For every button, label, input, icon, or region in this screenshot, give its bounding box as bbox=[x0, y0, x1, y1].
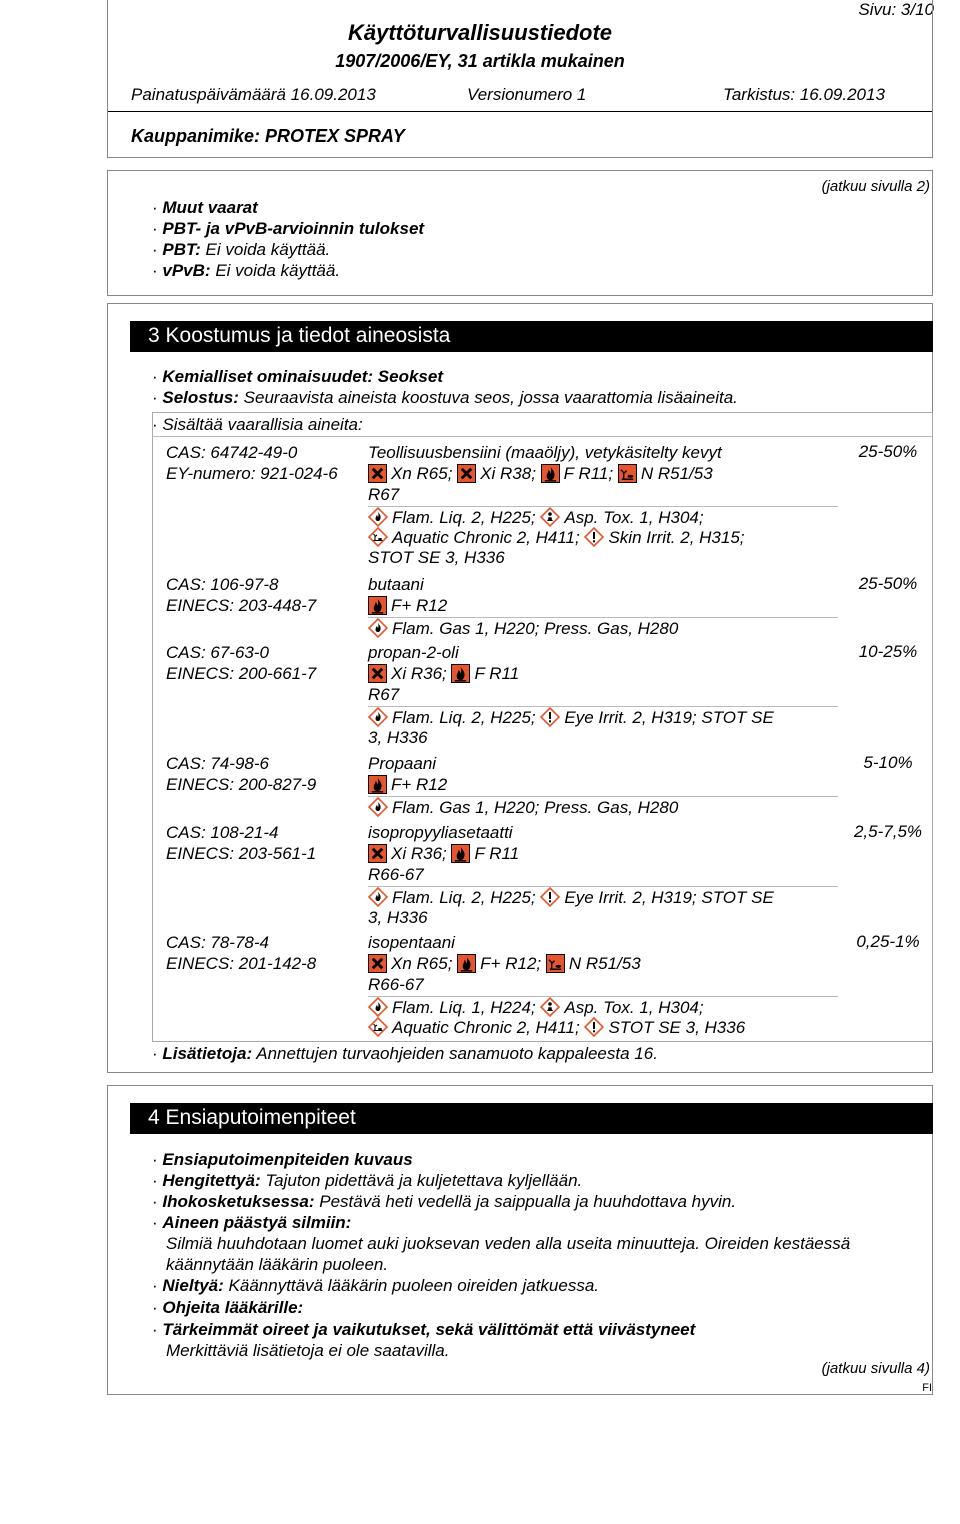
row1-name: Teollisuusbensiini (maaöljy), vetykäsitelty kevyt bbox=[368, 443, 722, 462]
ghs-exclamation-icon bbox=[584, 1017, 604, 1037]
print-date: Painatuspäivämäärä 16.09.2013 bbox=[131, 85, 376, 104]
row4-percentage: 5-10% bbox=[863, 753, 913, 772]
eye-contact-label: · Aineen päästyä silmiin: bbox=[152, 1213, 352, 1232]
row6-hazard-line2: Aquatic Chronic 2, H411; STOT SE 3, H336 bbox=[368, 1017, 745, 1038]
row1-percentage: 25-50% bbox=[858, 442, 918, 461]
ghs-flame-icon bbox=[368, 997, 388, 1017]
eye-contact-text-2: käännytään lääkärin puoleen. bbox=[166, 1255, 389, 1274]
irritant-cross-icon bbox=[368, 664, 387, 683]
version-number: Versionumero 1 bbox=[467, 85, 587, 104]
document-title: Käyttöturvallisuustiedote bbox=[347, 20, 613, 45]
row1-ec: EY-numero: 921-024-6 bbox=[166, 464, 338, 483]
row4-risk-phrases: F+ R12 bbox=[368, 774, 447, 795]
ghs-flame-icon bbox=[368, 618, 388, 638]
row3-cas: CAS: 67-63-0 bbox=[166, 643, 269, 662]
ghs-health-hazard-icon bbox=[540, 997, 560, 1017]
chemical-characterization: · Kemialliset ominaisuudet: Seokset bbox=[152, 367, 443, 386]
vpvb-line: · vPvB: Ei voida käyttää. bbox=[152, 261, 341, 280]
ghs-flame-icon bbox=[368, 507, 388, 527]
flammable-icon bbox=[541, 464, 560, 483]
ghs-exclamation-icon bbox=[540, 707, 560, 727]
document-subtitle: 1907/2006/EY, 31 artikla mukainen bbox=[335, 51, 625, 71]
flammable-icon bbox=[368, 775, 387, 794]
flammable-icon bbox=[451, 664, 470, 683]
row3-risk-phrases: Xi R36; F R11 bbox=[368, 663, 519, 684]
other-hazards-title: · Muut vaarat bbox=[152, 198, 258, 217]
table-header-separator bbox=[152, 436, 933, 437]
row4-name: Propaani bbox=[368, 754, 437, 773]
environment-icon bbox=[546, 954, 565, 973]
row5-cas: CAS: 108-21-4 bbox=[166, 823, 279, 842]
row5-name: isopropyyliasetaatti bbox=[368, 823, 513, 842]
contains-hazardous: · Sisältää vaarallisia aineita: bbox=[152, 415, 363, 434]
ghs-flame-icon bbox=[368, 887, 388, 907]
inhalation-line: · Hengitettyä: Tajuton pidettävä ja kuljetettava kyljellään. bbox=[152, 1171, 583, 1190]
section4-heading: 4 Ensiaputoimenpiteet bbox=[130, 1103, 933, 1134]
description-line: · Selostus: Seuraavista aineista koostuva seos, jossa vaarattomia lisäaineita. bbox=[152, 388, 738, 407]
row6-hazard-line1: Flam. Liq. 1, H224; Asp. Tox. 1, H304; bbox=[368, 997, 704, 1018]
row1-hazard-line2: Aquatic Chronic 2, H411; Skin Irrit. 2, H315; bbox=[368, 527, 745, 548]
row6-cas: CAS: 78-78-4 bbox=[166, 933, 269, 952]
environment-icon bbox=[618, 464, 637, 483]
row1-r67: R67 bbox=[368, 485, 400, 504]
row1-risk-phrases: Xn R65; Xi R38; F R11; N R51/53 bbox=[368, 463, 713, 484]
row2-ec: EINECS: 203-448-7 bbox=[166, 596, 317, 615]
row2-name: butaani bbox=[368, 575, 424, 594]
continued-to: (jatkuu sivulla 4) bbox=[821, 1360, 930, 1377]
row5-hazard-line1: Flam. Liq. 2, H225; Eye Irrit. 2, H319; STOT SE bbox=[368, 887, 774, 908]
row4-ec: EINECS: 200-827-9 bbox=[166, 775, 317, 794]
row3-hazard-line2: 3, H336 bbox=[368, 728, 428, 747]
continued-from: (jatkuu sivulla 2) bbox=[821, 178, 930, 195]
eye-contact-text-1: Silmiä huuhdotaan luomet auki juoksevan veden alla useita minuutteja. Oireiden kestäessä bbox=[166, 1234, 851, 1253]
row2-hazard-line1: Flam. Gas 1, H220; Press. Gas, H280 bbox=[368, 618, 678, 639]
row1-hazard-line1: Flam. Liq. 2, H225; Asp. Tox. 1, H304; bbox=[368, 507, 704, 528]
doctor-notes: · Ohjeita lääkärille: bbox=[152, 1298, 304, 1317]
row3-ec: EINECS: 200-661-7 bbox=[166, 664, 317, 683]
ghs-exclamation-icon bbox=[584, 527, 604, 547]
row5-risk-phrases: Xi R36; F R11 bbox=[368, 843, 519, 864]
flammable-icon bbox=[451, 844, 470, 863]
skin-contact-line: · Ihokosketuksessa: Pestävä heti vedellä ja saippualla ja huuhdottava hyvin. bbox=[152, 1192, 737, 1211]
pbt-line: · PBT: Ei voida käyttää. bbox=[152, 240, 331, 259]
row6-risk-phrases: Xn R65; F+ R12; N R51/53 bbox=[368, 953, 641, 974]
row6-percentage: 0,25-1% bbox=[856, 932, 920, 951]
row5-r66-67: R66-67 bbox=[368, 865, 424, 884]
ghs-health-hazard-icon bbox=[540, 507, 560, 527]
section3-heading: 3 Koostumus ja tiedot aineosista bbox=[130, 321, 933, 352]
revision-date: Tarkistus: 16.09.2013 bbox=[723, 85, 885, 104]
ghs-flame-icon bbox=[368, 707, 388, 727]
row6-ec: EINECS: 201-142-8 bbox=[166, 954, 317, 973]
page-number: Sivu: 3/10 bbox=[858, 0, 934, 19]
row2-cas: CAS: 106-97-8 bbox=[166, 575, 279, 594]
first-aid-description: · Ensiaputoimenpiteiden kuvaus bbox=[152, 1150, 413, 1169]
flammable-icon bbox=[368, 596, 387, 615]
language-code: FI bbox=[922, 1382, 932, 1394]
flammable-icon bbox=[457, 954, 476, 973]
symptoms-title: · Tärkeimmät oireet ja vaikutukset, sekä välittömät että viivästyneet bbox=[152, 1320, 696, 1339]
row6-r66-67: R66-67 bbox=[368, 975, 424, 994]
row3-r67: R67 bbox=[368, 685, 400, 704]
row5-percentage: 2,5-7,5% bbox=[853, 822, 923, 841]
additional-info: · Lisätietoja: Annettujen turvaohjeiden sanamuoto kappaleesta 16. bbox=[152, 1044, 658, 1063]
ghs-exclamation-icon bbox=[540, 887, 560, 907]
row3-hazard-line1: Flam. Liq. 2, H225; Eye Irrit. 2, H319; STOT SE bbox=[368, 707, 774, 728]
row1-hazard-line3: STOT SE 3, H336 bbox=[368, 548, 505, 567]
row1-cas: CAS: 64742-49-0 bbox=[166, 443, 298, 462]
row2-percentage: 25-50% bbox=[858, 574, 918, 593]
ingestion-line: · Nieltyä: Käännyttävä lääkärin puoleen oireiden jatkuessa. bbox=[152, 1276, 600, 1295]
harmful-cross-icon bbox=[368, 954, 387, 973]
row5-ec: EINECS: 203-561-1 bbox=[166, 844, 317, 863]
row3-percentage: 10-25% bbox=[858, 642, 918, 661]
ghs-flame-icon bbox=[368, 797, 388, 817]
symptoms-text: Merkittäviä lisätietoja ei ole saatavilla. bbox=[166, 1341, 450, 1360]
trade-name: Kauppanimike: PROTEX SPRAY bbox=[131, 126, 405, 146]
row4-cas: CAS: 74-98-6 bbox=[166, 754, 269, 773]
row5-hazard-line2: 3, H336 bbox=[368, 908, 428, 927]
ghs-environment-icon bbox=[368, 1017, 388, 1037]
irritant-cross-icon bbox=[457, 464, 476, 483]
ghs-environment-icon bbox=[368, 527, 388, 547]
pbt-title: · PBT- ja vPvB-arvioinnin tulokset bbox=[152, 219, 425, 238]
harmful-cross-icon bbox=[368, 464, 387, 483]
irritant-cross-icon bbox=[368, 844, 387, 863]
row6-name: isopentaani bbox=[368, 933, 455, 952]
row3-name: propan-2-oli bbox=[368, 643, 459, 662]
row4-hazard-line1: Flam. Gas 1, H220; Press. Gas, H280 bbox=[368, 797, 678, 818]
row2-risk-phrases: F+ R12 bbox=[368, 595, 447, 616]
header-box bbox=[107, 0, 933, 158]
